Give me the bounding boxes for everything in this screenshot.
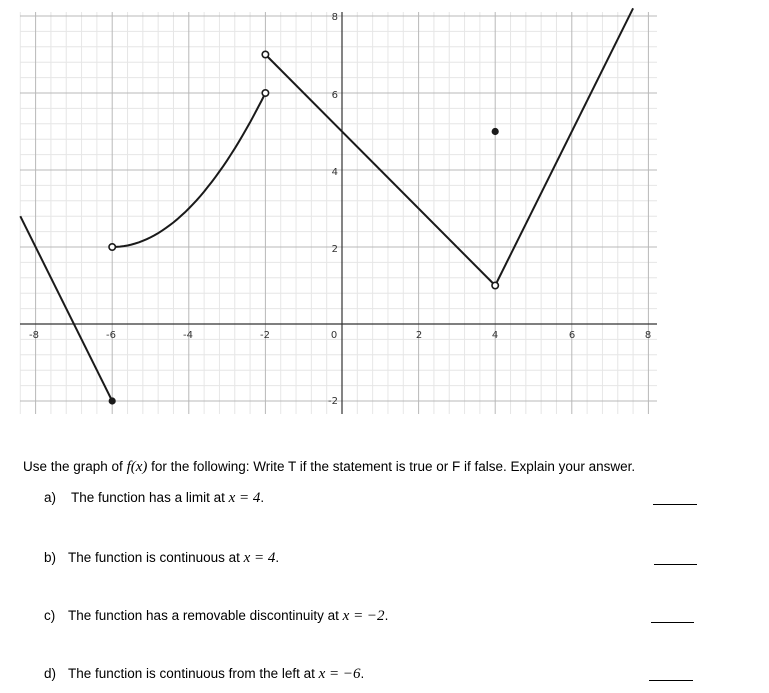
axes [20,12,657,414]
x-tick-label: 6 [568,330,576,341]
y-tick-label: 6 [331,90,338,101]
x-tick-label: -6 [106,330,116,341]
closed-point [492,128,499,135]
x-tick-label: 2 [415,330,423,341]
answer-blank-c[interactable] [651,622,694,623]
x-tick-label: 4 [491,330,499,341]
x-tick-label: 0 [330,330,338,341]
question-b [44,550,279,567]
question-text: The function has a limit at [71,490,229,505]
x-tick-label: 8 [644,330,652,341]
question-end: . [260,490,265,505]
y-tick-label: 8 [331,12,338,23]
answer-blank-b[interactable] [654,564,697,565]
x-tick-label: -8 [29,330,39,341]
intro-text-start: Use the graph of [23,459,127,474]
question-c [44,608,388,625]
tick-labels [29,12,651,407]
instructions [23,459,635,476]
question-math: x = 4 [228,490,261,506]
open-point [109,244,115,250]
curve-segment [495,8,633,285]
x-tick-label: -4 [183,330,193,341]
y-tick-label: 4 [331,167,338,178]
question-d [44,666,364,683]
question-math: x = −2 [342,608,385,624]
question-end: . [275,550,280,565]
open-point [262,51,268,57]
question-text: The function is continuous from the left at [68,666,319,681]
minor-grid [20,12,657,414]
question-end: . [384,608,389,623]
question-a [44,490,264,507]
answer-blank-d[interactable] [649,680,693,681]
y-tick-label: 2 [331,244,338,255]
closed-point [109,397,116,404]
question-text: The function is continuous at [68,550,244,565]
major-grid [20,12,657,414]
question-label: b) [44,550,57,565]
question-label: a) [44,490,57,505]
question-math: x = 4 [243,550,276,566]
question-label: c) [44,608,56,623]
x-tick-label: -2 [260,330,270,341]
y-tick-label: -2 [328,396,338,407]
open-point [262,90,268,96]
question-label: d) [44,666,57,681]
question-end: . [360,666,365,681]
question-text: The function has a removable discontinuity at [68,608,343,623]
intro-text-end: for the following: Write T if the statement is true or F if false. Explain your answer. [147,459,636,474]
function-notation: f(x) [126,459,148,475]
answer-blank-a[interactable] [653,504,697,505]
open-point [492,282,498,288]
question-math: x = −6 [318,666,361,682]
